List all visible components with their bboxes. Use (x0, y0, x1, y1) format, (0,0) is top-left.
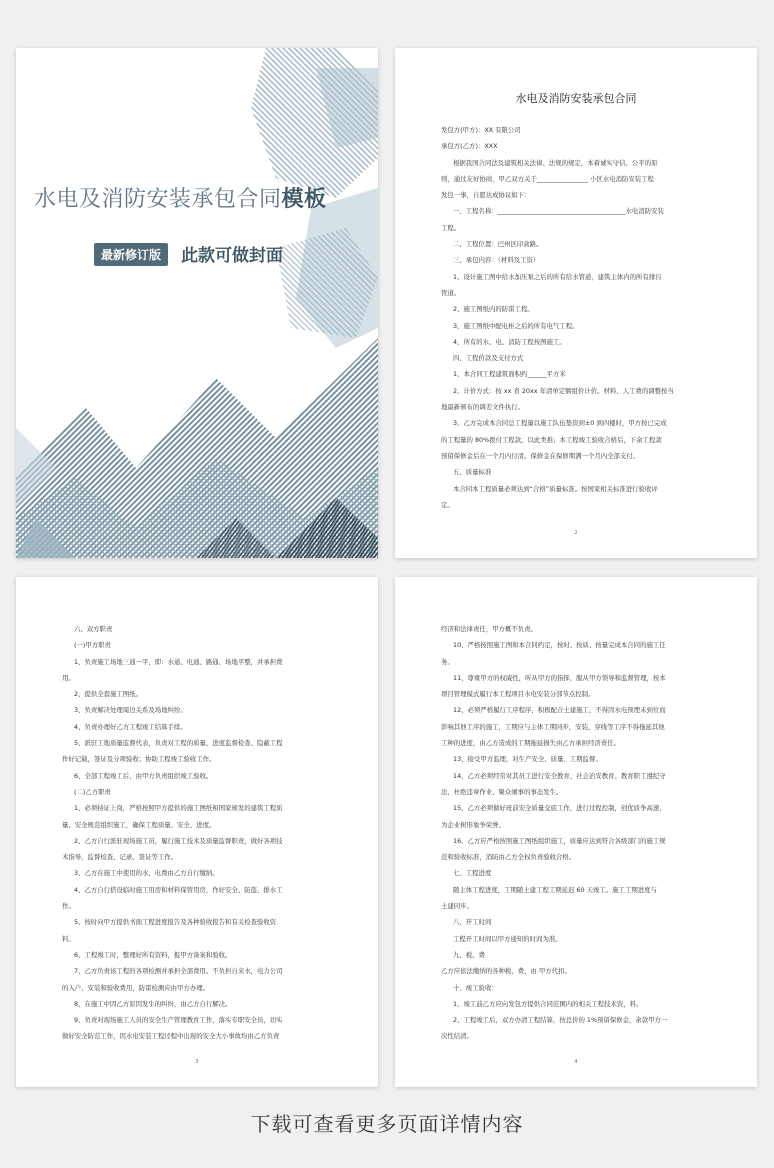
text-line: 六、双方职责 (74, 625, 113, 633)
text-line: 2、乙方自行派驻现场施工员，履行施工技术及质量监督职责，做好各项技 (74, 836, 283, 845)
text-line: 则，通过友好协商，甲乙双方关于________________ 小区水电消防安装工程 (441, 174, 654, 183)
text-line: 4、所有的水、电、消防工程按图施工。 (453, 337, 566, 346)
text-line: 3、负责解决处理周边关系及场地纠纷。 (74, 706, 187, 715)
text-line: 14、乙方必须经常对其员工进行安全教育、社会治安教育、教育职工遵纪守 (453, 771, 666, 780)
cover-subtitle: 此款可做封面 (181, 246, 283, 266)
text-line: 的工程量的 80%拨付工程款，以此类推；本工程竣工验收合格后，下余工程款 (441, 435, 662, 444)
text-line: 6、工程竣工时，整理好所有资料，报甲方备案和验收。 (74, 950, 232, 959)
text-line: (一)甲方职责 (74, 641, 111, 650)
text-line: (二)乙方职责 (74, 787, 111, 796)
text-line: 术指导，监督检查、记录、签证等工作。 (62, 853, 178, 862)
text-line: 作。 (62, 902, 75, 911)
text-line: 8、在施工中因乙方原因发生的纠纷，由乙方自行解决。 (74, 999, 232, 1008)
cover-decoration (16, 48, 378, 558)
text-line: 管道。 (441, 288, 461, 297)
text-line: 工种的进度，由乙方造成的工期拖延损失由乙方承担经济责任。 (441, 739, 620, 748)
page-number: 2 (574, 530, 578, 536)
text-line: 1、设计施工图中给水加压泵之后的所有给水管道，建筑主体内的所有排污 (453, 272, 662, 281)
text-line: 五、质量标准 (453, 468, 492, 477)
text-line: 9、负责对现场施工人员的安全生产管理教育工作，落实专职安全员，切实 (74, 1016, 283, 1025)
text-line: 3、施工图纸中配电柜之后的所有电气工程。 (453, 321, 579, 330)
cover-page (16, 48, 378, 558)
text-line: 定。 (441, 500, 454, 509)
page-number: 4 (574, 1059, 578, 1065)
text-line: 2、提供全套施工图纸。 (74, 690, 142, 699)
version-badge: 最新修订版 (94, 243, 168, 266)
text-line: 地最新颁布的调差文件执行。 (441, 403, 525, 412)
text-line: 本合同本工程质量必须达到“合格”质量标准。按国家相关标准进行验收评 (453, 484, 658, 493)
text-line: 5、按时向甲方提供书面工程进度报告及各种验收报告和有关检查验收资 (74, 918, 277, 927)
text-line: 为企业树形象争荣誉。 (441, 820, 505, 829)
text-line: 1、必须持证上岗，严格按照甲方提供的施工图纸和国家颁发的建筑工程质 (74, 804, 283, 813)
text-line: 影响其他工序的施工，工期应与主体工期同步，安装，穿线等工序不得拖延其他 (441, 722, 665, 731)
text-line: 11、尊重甲方的权威性，听从甲方的指挥，服从甲方领导和监督管理，按本 (453, 673, 666, 682)
text-line: 2、计价方式：按 xx 省 20xx 年清单定额组价计价。材料、人工费的调整按当 (453, 386, 674, 395)
text-line: 3、乙方在施工中使用的水、电费由乙方自行缴纳。 (74, 869, 219, 878)
text-line: 料。 (62, 934, 75, 943)
text-line: 发包方(甲方)：XX 有限公司 (441, 126, 521, 134)
text-line: 经济和法律责任，甲方概不负责。 (441, 625, 537, 633)
text-line: 6、全部工程竣工后，由甲方负责组织竣工验收。 (74, 771, 213, 780)
text-line: 七、工程进度 (453, 869, 492, 878)
text-line: 四、工程价款及支付方式 (453, 354, 524, 363)
text-line: 10、严格按照施工图和本合同约定，按时、按质、按量完成本合同的施工任 (453, 641, 666, 650)
text-line: 的入户、安装和验收费用，防雷检测应由甲方办理。 (62, 983, 209, 992)
page-body (441, 122, 719, 513)
contract-page-2 (395, 48, 757, 558)
cover-title: 水电及消防安装承包合同模板 (34, 187, 327, 212)
text-line: 二、工程位置：巴州区印盒路。 (453, 240, 543, 249)
text-line: 次性结清。 (441, 1032, 473, 1041)
page-number: 3 (195, 1059, 199, 1065)
text-line: 随主体工程进度，工期随土建工程工期延迟 60 天竣工。施工工期进度与 (453, 885, 657, 894)
text-line: 一、工程名称：________________________________________水电消防安装 (453, 207, 664, 216)
text-line: 2、工程竣工后，双方办清工程结算，按总价的 1%预留保修金，余款甲方一 (453, 1016, 668, 1025)
text-line: 1、负责施工场地三通一平，即：水通、电通、路通、场地平整，并承担费 (74, 657, 283, 666)
text-line: 八、开工时间 (453, 918, 492, 927)
text-line: 乙方应依法缴纳的各种税、费，由 甲方代扣。 (441, 967, 571, 976)
text-line: 15、乙方必须做好班前安全质量交底工作，进行过程控制，创优质争高速， (453, 804, 666, 813)
text-line: 用。 (62, 673, 75, 682)
text-line: 量、安全规范组织施工，确保工程质量、安全、进度。 (62, 820, 216, 829)
text-line: 2、施工图纸内的防雷工程。 (453, 305, 534, 314)
text-line: 4、负责办理好乙方工程竣工结算手续。 (74, 722, 187, 731)
text-line: 发包一事，自愿达成协议如下： (441, 191, 531, 200)
text-line: 16、乙方应严格按照施工图纸组织施工，质量应达到符合各级部门的施工规 (453, 836, 666, 845)
contract-page-3 (16, 577, 378, 1087)
text-line: 13、接受甲方监理，对生产安全、质量、工期监督。 (453, 755, 602, 764)
text-line: 根据我国合同法及建筑相关法律、法规的规定，本着诚实守信、公平的原 (453, 158, 658, 167)
text-line: 十、竣工验收： (453, 983, 498, 992)
text-line: 工程开工时间以甲方通知的时间为准。 (453, 934, 562, 943)
text-line: 7、乙方负责该工程的各项检测并承担全部费用。不负担自来水，电力公司 (74, 967, 283, 976)
page-body (441, 621, 719, 1045)
text-line: 1、竣工前乙方应向发包方提供合同范围内的相关工程技术资，料。 (453, 999, 643, 1008)
text-line: 4、乙方自行搭设临时施工用房和材料保管用房，作好安全、防盗、排水工 (74, 885, 283, 894)
text-line: 九、税、费 (453, 950, 485, 959)
document-title: 水电及消防安装承包合同 (515, 92, 637, 105)
text-line: 三、承包内容：（材料及工资） (453, 256, 540, 265)
text-line: 1、本合同工程建筑面积约______平方米 (453, 370, 566, 379)
text-line: 5、派驻工地质量监督代表，负责对工程的质量、进度监督检查、隐蔽工程 (74, 739, 283, 748)
text-line: 土建同步。 (441, 902, 473, 911)
text-line: 法，杜绝违章作业、聚众闹事的事态发生。 (441, 787, 563, 796)
text-line: 预留保修金后在一个月内付清。保修金在保修期满一个月内全部支付。 (441, 451, 640, 460)
download-caption: 下载可查看更多页面详情内容 (250, 1112, 524, 1136)
page-body (62, 621, 340, 1045)
text-line: 承包方(乙方)：XXX (441, 142, 498, 151)
text-line: 3、乙方完成本合同总工程量以施工队伍垫资到±0 到四楼时，甲方按已完成 (453, 419, 667, 428)
text-line: 12、必须严格履行工序程序，积极配合土建施工，不得因水电预埋未到位而 (453, 706, 666, 715)
text-line: 范和验收标准，消防由乙方全权负责验收合格。 (441, 853, 576, 862)
text-line: 作好记载，签证及分项验收；协助工程竣工验收工作。 (62, 755, 216, 764)
text-line: 项目管理模式履行本工程项目水电安装分部节点控制。 (441, 690, 595, 699)
contract-page-4 (395, 577, 757, 1087)
text-line: 做好安全防范工作，因水电安装工程过程中出现的安全大小事故均由乙方负责 (62, 1032, 280, 1041)
text-line: 务。 (441, 657, 454, 666)
text-line: 工程。 (441, 223, 461, 232)
